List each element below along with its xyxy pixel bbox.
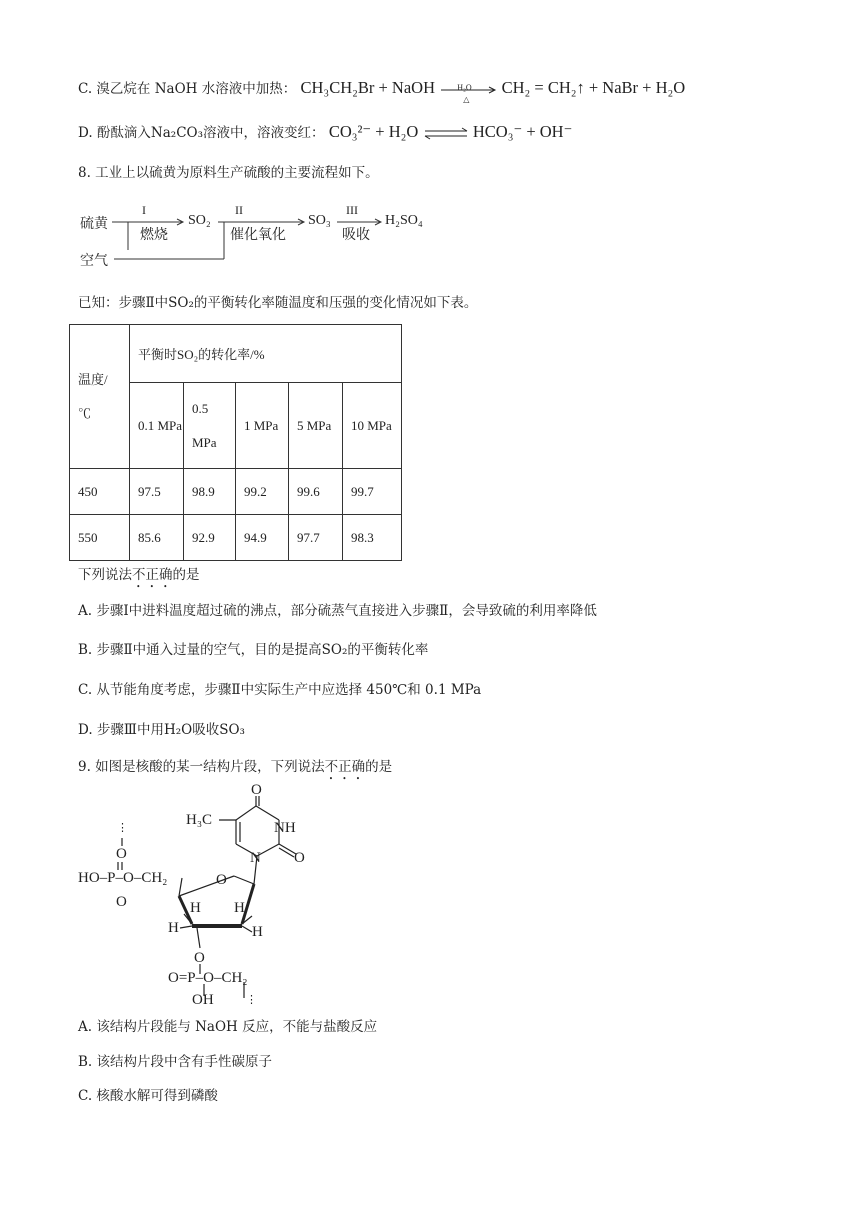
conversion-rate-table [69,324,402,561]
atom-o-down: O [116,894,127,910]
question-9-prompt [78,757,392,783]
atom-n-ring: N [250,850,261,866]
value-cell: 85.6 [130,515,184,561]
value-cell: 99.7 [343,469,402,515]
question-8-title: 8. 工业上以硫黄为原料生产硫酸的主要流程如下。 [78,165,379,181]
temp-cell: 450 [70,469,130,515]
q8-option-d: D. 步骤Ⅲ中用H₂O吸收SO₃ [78,722,245,738]
flow-so3: SO₃ [308,213,331,228]
atom-h2: H [234,900,245,916]
pressure-cell: 0.1 MPa [130,383,184,469]
flow-h2so4: H₂SO₄ [385,213,423,228]
dots-top: ⋮ [117,822,128,834]
option-c-formula-rhs: CH₂ = CH₂↑ + NaBr + H₂O [501,78,686,97]
emphasis-text: 不正确 [132,567,173,583]
flow-step3-num: III [346,203,358,217]
process-flow-diagram [78,196,438,268]
option-d-text: D. 酚酞滴入Na₂CO₃溶液中，溶液变红： [78,125,325,141]
option-d-formula-lhs: CO₃²⁻ + H₂O [328,122,419,141]
atom-o-link: O [194,950,205,966]
atom-o-top: O [251,782,262,798]
pressure-cell: 0.5 MPa [184,383,236,469]
header-temperature: 温度/℃ [70,325,130,469]
reaction-arrow [439,80,497,104]
prompt-text: 下列说法 [78,567,132,583]
dots-bottom: ⋮ [246,994,257,1006]
emphasis-text: 不正确 [324,759,366,775]
flow-step1-num: I [142,203,146,217]
q8-option-b: B. 步骤Ⅱ中通入过量的空气，目的是提高SO₂的平衡转化率 [78,642,429,658]
flow-step2-num: II [235,203,243,217]
q9-option-b: B. 该结构片段中含有手性碳原子 [78,1054,273,1070]
flow-step1-label: 燃烧 [140,227,168,243]
question-8-prompt [78,565,200,591]
atom-p-row: O=P–O–CH₂ [168,970,248,986]
temp-cell: 550 [70,515,130,561]
value-cell: 97.7 [289,515,343,561]
flow-sulfur: 硫黄 [80,216,108,232]
value-cell: 97.5 [130,469,184,515]
option-c-text: C. 溴乙烷在 NaOH 水溶液中加热： [78,81,297,97]
prompt-text: 的是 [172,567,200,583]
prompt-text: 9. 如图是核酸的某一结构片段，下列说法 [78,759,325,775]
flow-step2-label: 催化氧化 [230,227,286,243]
q8-option-a: A. 步骤Ⅰ中进料温度超过硫的沸点，部分硫蒸气直接进入步骤Ⅱ，会导致硫的利用率降低 [78,603,597,619]
atom-o-right: O [294,850,305,866]
prompt-text: 的是 [365,759,393,775]
value-cell: 94.9 [236,515,289,561]
pressure-cell: 10 MPa [343,383,402,469]
option-c-formula-lhs: CH₃CH₂Br + NaOH [300,78,435,97]
equilibrium-arrow-icon [423,126,469,142]
known-condition-text: 已知：步骤Ⅱ中SO₂的平衡转化率随温度和压强的变化情况如下表。 [78,295,478,311]
atom-h3: H [168,920,179,936]
atom-o-ring: O [216,872,227,888]
atom-nh: NH [274,820,296,836]
atom-h1: H [190,900,201,916]
atom-o-up: O [116,846,127,862]
q8-option-c: C. 从节能角度考虑，步骤Ⅱ中实际生产中应选择 450℃和 0.1 MPa [78,682,482,698]
value-cell: 92.9 [184,515,236,561]
option-d-formula-rhs: HCO₃⁻ + OH⁻ [472,122,573,141]
flow-so2: SO₂ [188,213,211,228]
table-row [70,469,402,515]
atom-h4: H [252,924,263,940]
header-conversion: 平衡时SO₂的转化率/% [130,325,402,383]
q9-option-c: C. 核酸水解可得到磷酸 [78,1088,218,1104]
atom-oh: OH [192,992,214,1008]
flow-step3-label: 吸收 [342,227,370,243]
flow-air: 空气 [80,253,108,269]
table-row [70,515,402,561]
value-cell: 98.9 [184,469,236,515]
atom-ho-p-row: HO–P–O–CH₂ [78,870,168,886]
arrow-condition-top: H₂O [457,82,472,92]
option-c-line [78,78,686,104]
value-cell: 99.2 [236,469,289,515]
option-d-line [78,122,572,143]
nucleic-acid-structure [74,782,354,1008]
arrow-condition-bottom: △ [463,94,470,104]
value-cell: 99.6 [289,469,343,515]
atom-h3c: H₃C [186,812,213,828]
value-cell: 98.3 [343,515,402,561]
pressure-cell: 5 MPa [289,383,343,469]
pressure-cell: 1 MPa [236,383,289,469]
q9-option-a: A. 该结构片段能与 NaOH 反应，不能与盐酸反应 [78,1019,378,1035]
